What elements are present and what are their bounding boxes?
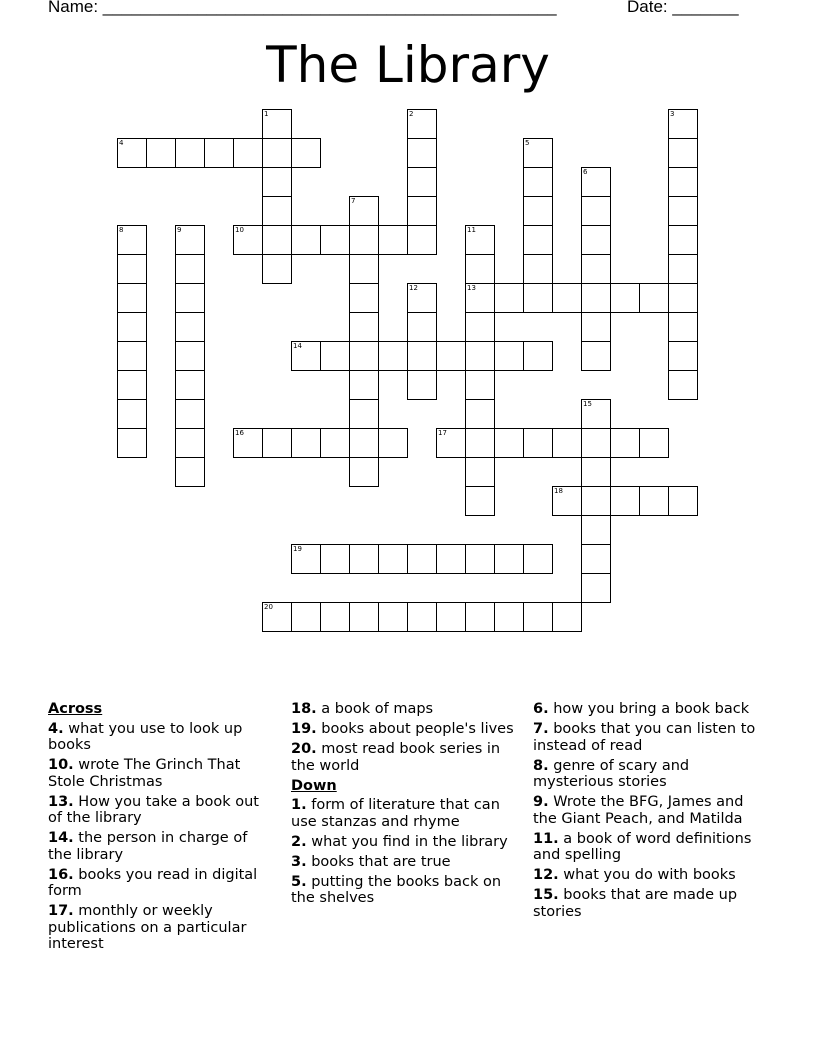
grid-cell[interactable] [407,312,437,342]
clue-number: 15 [583,400,592,408]
grid-cell[interactable] [465,225,495,255]
grid-cell[interactable] [552,283,582,313]
clue-number: 8 [119,226,124,234]
grid-cell[interactable] [465,341,495,371]
clue-number: 12. [533,867,559,883]
clue-item [291,701,519,718]
grid-cell[interactable] [668,109,698,139]
grid-cell[interactable] [204,138,234,168]
clue-number: 19. [291,721,317,737]
clue-number: 6 [583,168,588,176]
grid-cell[interactable] [117,428,147,458]
clue-text: a book of maps [316,701,434,717]
grid-cell[interactable] [175,225,205,255]
clue-text: a book of word definitions and spelling [533,830,752,863]
grid-cell[interactable] [175,283,205,313]
grid-cell[interactable] [668,341,698,371]
clues-column-2 [291,701,519,910]
clue-number: 16. [48,866,74,883]
grid-cell[interactable] [175,428,205,458]
grid-cell[interactable] [378,225,408,255]
grid-cell[interactable] [175,138,205,168]
clue-number: 5. [291,873,307,890]
grid-cell[interactable] [407,544,437,574]
grid-cell[interactable] [552,602,582,632]
grid-cell[interactable] [465,486,495,516]
grid-cell[interactable] [349,602,379,632]
clue-number: 10 [235,226,244,234]
grid-cell[interactable] [349,283,379,313]
grid-cell[interactable] [668,196,698,226]
grid-cell[interactable] [291,428,321,458]
clue-number: 6. [533,701,549,717]
grid-cell[interactable] [407,138,437,168]
clue-text: the person in charge of the library [48,830,248,863]
clue-number: 18. [291,701,317,717]
grid-cell[interactable] [523,138,553,168]
clue-text: books you read in digital form [48,866,258,899]
grid-cell[interactable] [407,602,437,632]
grid-cell[interactable] [233,428,263,458]
grid-cell[interactable] [639,283,669,313]
grid-cell[interactable] [668,370,698,400]
grid-cell[interactable] [349,457,379,487]
grid-cell[interactable] [610,486,640,516]
clues-column-3 [533,701,768,924]
clue-text: Wrote the BFG, James and the Giant Peach, and Matilda [533,794,744,827]
grid-cell[interactable] [436,428,466,458]
clue-number: 10. [48,757,74,773]
grid-cell[interactable] [668,254,698,284]
grid-cell[interactable] [320,341,350,371]
grid-cell[interactable] [581,428,611,458]
clue-number: 1 [264,110,269,118]
clue-number: 2 [409,110,414,118]
grid-cell[interactable] [523,196,553,226]
date-field[interactable]: Date: _______ [627,0,739,16]
grid-cell[interactable] [436,341,466,371]
grid-cell[interactable] [610,283,640,313]
grid-cell[interactable] [552,428,582,458]
grid-cell[interactable] [407,341,437,371]
grid-cell[interactable] [668,312,698,342]
clue-item [533,758,768,791]
grid-cell[interactable] [320,602,350,632]
clue-item [291,741,519,774]
grid-cell[interactable] [349,428,379,458]
grid-cell[interactable] [465,602,495,632]
grid-cell[interactable] [552,486,582,516]
grid-cell[interactable] [175,312,205,342]
grid-cell[interactable] [117,341,147,371]
grid-cell[interactable] [146,138,176,168]
grid-cell[interactable] [581,254,611,284]
grid-cell[interactable] [407,167,437,197]
grid-cell[interactable] [668,167,698,197]
clue-text: most read book series in the world [291,741,501,774]
clue-item [291,721,519,738]
clue-text: form of literature that can use stanzas and rhyme [291,797,500,830]
grid-cell[interactable] [494,428,524,458]
clue-number: 13. [48,793,74,810]
grid-cell[interactable] [581,399,611,429]
grid-cell[interactable] [465,312,495,342]
grid-cell[interactable] [407,109,437,139]
clue-number: 1. [291,797,307,813]
grid-cell[interactable] [262,428,292,458]
grid-cell[interactable] [233,138,263,168]
clue-text: books that are true [306,853,451,870]
clue-number: 9 [177,226,182,234]
clue-item [48,721,273,754]
clue-number: 11 [467,226,476,234]
clue-text: how you bring a book back [548,701,750,717]
grid-cell[interactable] [117,312,147,342]
clue-number: 8. [533,757,549,774]
page-title: The Library [266,36,550,94]
clue-number: 19 [293,545,302,553]
grid-cell[interactable] [494,341,524,371]
clue-number: 3. [291,853,307,870]
clue-item [533,701,768,718]
clue-item [48,830,273,863]
grid-cell[interactable] [581,312,611,342]
grid-cell[interactable] [581,283,611,313]
grid-cell[interactable] [407,370,437,400]
grid-cell[interactable] [378,428,408,458]
grid-cell[interactable] [378,341,408,371]
grid-cell[interactable] [494,544,524,574]
clue-item [533,867,768,884]
grid-cell[interactable] [175,399,205,429]
grid-cell[interactable] [668,283,698,313]
grid-cell[interactable] [494,283,524,313]
grid-cell[interactable] [175,370,205,400]
grid-cell[interactable] [291,602,321,632]
clue-item [291,834,519,851]
grid-cell[interactable] [291,341,321,371]
grid-cell[interactable] [465,544,495,574]
grid-cell[interactable] [581,167,611,197]
grid-cell[interactable] [523,544,553,574]
grid-cell[interactable] [117,399,147,429]
clue-text: wrote The Grinch That Stole Christmas [48,757,241,790]
clue-number: 14 [293,342,302,350]
clue-text: what you find in the library [306,833,508,850]
clue-number: 4. [48,720,64,737]
grid-cell[interactable] [117,370,147,400]
grid-cell[interactable] [349,370,379,400]
grid-cell[interactable] [581,341,611,371]
grid-cell[interactable] [117,254,147,284]
grid-cell[interactable] [407,225,437,255]
grid-cell[interactable] [523,225,553,255]
clue-text: what you do with books [558,867,736,883]
grid-cell[interactable] [320,428,350,458]
clue-item [48,903,273,953]
grid-cell[interactable] [349,196,379,226]
grid-cell[interactable] [262,167,292,197]
grid-cell[interactable] [262,225,292,255]
grid-cell[interactable] [523,283,553,313]
clue-item [291,797,519,830]
clue-text: books that you can listen to instead of read [533,721,756,754]
grid-cell[interactable] [465,370,495,400]
clue-number: 9. [533,794,549,810]
grid-cell[interactable] [581,573,611,603]
grid-cell[interactable] [262,109,292,139]
clue-number: 4 [119,139,124,147]
clue-number: 2. [291,833,307,850]
clues-column-1 [48,701,273,956]
grid-cell[interactable] [465,399,495,429]
grid-cell[interactable] [581,196,611,226]
grid-cell[interactable] [349,254,379,284]
grid-cell[interactable] [378,602,408,632]
down-heading: Down [291,777,337,794]
clue-item [533,887,768,920]
grid-cell[interactable] [465,457,495,487]
grid-cell[interactable] [465,254,495,284]
clue-text: putting the books back on the shelves [291,873,502,906]
grid-cell[interactable] [175,457,205,487]
grid-cell[interactable] [581,457,611,487]
grid-cell[interactable] [117,283,147,313]
grid-cell[interactable] [378,544,408,574]
clue-text: How you take a book out of the library [48,793,259,826]
clue-number: 5 [525,139,530,147]
grid-cell[interactable] [436,544,466,574]
grid-cell[interactable] [610,428,640,458]
grid-cell[interactable] [291,138,321,168]
grid-cell[interactable] [117,138,147,168]
grid-cell[interactable] [262,138,292,168]
clue-number: 7. [533,721,549,737]
clue-item [291,874,519,907]
grid-cell[interactable] [349,399,379,429]
grid-cell[interactable] [639,486,669,516]
grid-cell[interactable] [668,486,698,516]
clue-item [533,794,768,827]
grid-cell[interactable] [262,602,292,632]
grid-cell[interactable] [436,602,466,632]
grid-cell[interactable] [320,544,350,574]
clue-number: 3 [670,110,675,118]
name-field[interactable]: Name: ________________________________________________ [48,0,557,16]
grid-cell[interactable] [581,486,611,516]
grid-cell[interactable] [175,341,205,371]
clue-number: 14. [48,830,74,846]
grid-cell[interactable] [523,254,553,284]
clue-number: 15. [533,887,559,903]
grid-cell[interactable] [291,544,321,574]
grid-cell[interactable] [349,312,379,342]
clue-number: 12 [409,284,418,292]
grid-cell[interactable] [320,225,350,255]
grid-cell[interactable] [639,428,669,458]
clue-number: 17. [48,903,74,919]
grid-cell[interactable] [117,225,147,255]
clue-item [48,757,273,790]
grid-cell[interactable] [668,138,698,168]
grid-cell[interactable] [233,225,263,255]
grid-cell[interactable] [349,225,379,255]
clue-item [291,854,519,871]
grid-cell[interactable] [291,225,321,255]
clue-number: 20 [264,603,273,611]
clue-text: books about people's lives [316,721,514,737]
clue-item [533,831,768,864]
grid-cell[interactable] [494,602,524,632]
grid-cell[interactable] [262,254,292,284]
clue-item [533,721,768,754]
grid-cell[interactable] [465,283,495,313]
clue-item [48,794,273,827]
clue-number: 16 [235,429,244,437]
grid-cell[interactable] [407,196,437,226]
grid-cell[interactable] [465,428,495,458]
grid-cell[interactable] [668,225,698,255]
grid-cell[interactable] [262,196,292,226]
across-heading: Across [48,701,103,717]
clue-number: 17 [438,429,447,437]
clue-number: 11. [533,830,559,847]
clue-number: 20. [291,741,317,757]
clue-number: 18 [554,487,563,495]
clue-number: 13 [467,284,476,292]
clue-number: 7 [351,197,356,205]
grid-cell[interactable] [581,515,611,545]
grid-cell[interactable] [349,544,379,574]
grid-cell[interactable] [523,167,553,197]
clue-text: books that are made up stories [533,887,738,920]
grid-cell[interactable] [523,428,553,458]
grid-cell[interactable] [175,254,205,284]
grid-cell[interactable] [349,341,379,371]
clue-item [48,867,273,900]
grid-cell[interactable] [407,283,437,313]
grid-cell[interactable] [523,602,553,632]
grid-cell[interactable] [581,225,611,255]
clue-text: monthly or weekly publications on a particular interest [48,903,247,952]
clue-text: what you use to look up books [48,720,243,753]
grid-cell[interactable] [581,544,611,574]
grid-cell[interactable] [523,341,553,371]
clue-text: genre of scary and mysterious stories [533,757,690,790]
